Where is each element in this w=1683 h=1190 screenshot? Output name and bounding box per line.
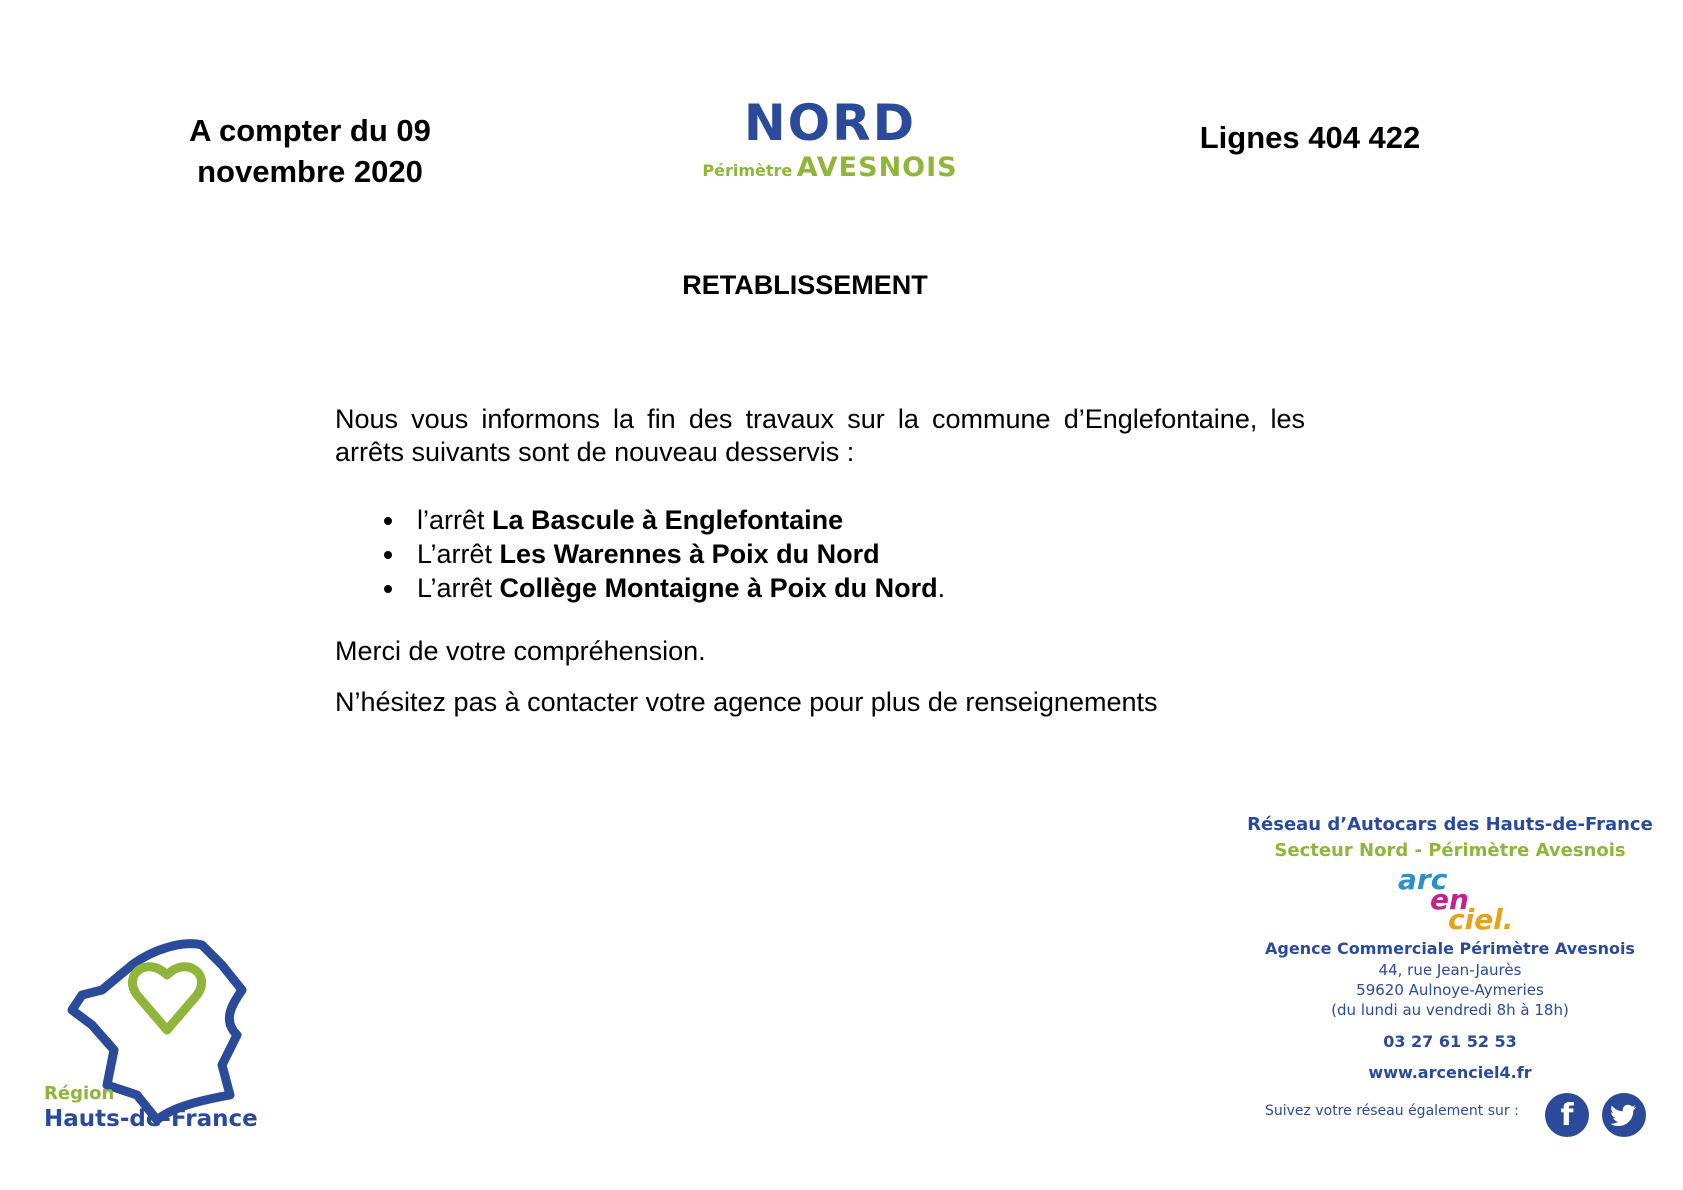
effective-date — [150, 110, 470, 192]
brand-en: en — [1430, 883, 1469, 916]
website-link[interactable]: www.arcenciel4.fr — [1368, 1063, 1532, 1082]
nord-avesnois-logo — [700, 96, 960, 183]
stop-name: La Bascule à Englefontaine — [492, 505, 844, 535]
network-name: Réseau d’Autocars des Hauts-de-France — [1247, 814, 1653, 835]
stop-prefix: L’arrêt — [417, 573, 500, 603]
region-name — [44, 1083, 258, 1132]
arc-en-ciel-logo — [1240, 863, 1660, 936]
stop-prefix: L’arrêt — [417, 539, 500, 569]
phone-number: 03 27 61 52 53 — [1383, 1032, 1517, 1051]
logo-subtitle — [700, 152, 960, 183]
intro-paragraph: Nous vous informons la fin des travaux sur la commune d’Englefontaine, les arrêts suivants sont de nouveau desservis : — [335, 404, 1305, 467]
notice-body — [335, 403, 1305, 719]
follow-text: Suivez votre réseau également sur : — [1265, 1103, 1519, 1119]
stop-suffix: . — [937, 573, 946, 603]
sector-name: Secteur Nord - Périmètre Avesnois — [1274, 840, 1626, 861]
facebook-icon[interactable] — [1545, 1093, 1589, 1137]
twitter-icon[interactable] — [1602, 1093, 1646, 1137]
list-item — [407, 571, 1305, 605]
thanks-text: Merci de votre compréhension. — [335, 636, 706, 666]
stop-prefix: l’arrêt — [417, 505, 493, 535]
list-item — [407, 537, 1305, 571]
stops-list — [335, 503, 1305, 605]
page-title: RETABLISSEMENT — [682, 270, 928, 300]
logo-perimetre-text: Périmètre — [702, 161, 793, 180]
brand-arc: arc — [1398, 863, 1448, 896]
agency-info — [1240, 812, 1660, 1082]
contact-text: N’hésitez pas à contacter votre agence pour plus de renseignements — [335, 687, 1158, 717]
effective-date-line2: novembre 2020 — [197, 154, 423, 189]
region-line2: Hauts-de-France — [44, 1106, 258, 1132]
brand-ciel: ciel. — [1448, 903, 1514, 936]
facebook-letter: f — [1560, 1097, 1574, 1133]
opening-hours: (du lundi au vendredi 8h à 18h) — [1331, 1001, 1569, 1019]
logo-nord-text: NORD — [743, 94, 917, 152]
address-line1: 44, rue Jean-Jaurès — [1378, 961, 1522, 979]
stop-name: Les Warennes à Poix du Nord — [499, 539, 880, 569]
twitter-bird-icon — [1611, 1104, 1637, 1126]
list-item — [407, 503, 1305, 537]
effective-date-line1: A compter du 09 — [189, 113, 431, 148]
agency-name: Agence Commerciale Périmètre Avesnois — [1265, 939, 1635, 958]
address-line2: 59620 Aulnoye-Aymeries — [1356, 981, 1544, 999]
bus-lines: Lignes 404 422 — [1199, 120, 1421, 155]
stop-name: Collège Montaigne à Poix du Nord — [499, 573, 938, 603]
logo-avesnois-text: AVESNOIS — [796, 152, 958, 183]
region-line1: Région — [44, 1083, 115, 1104]
